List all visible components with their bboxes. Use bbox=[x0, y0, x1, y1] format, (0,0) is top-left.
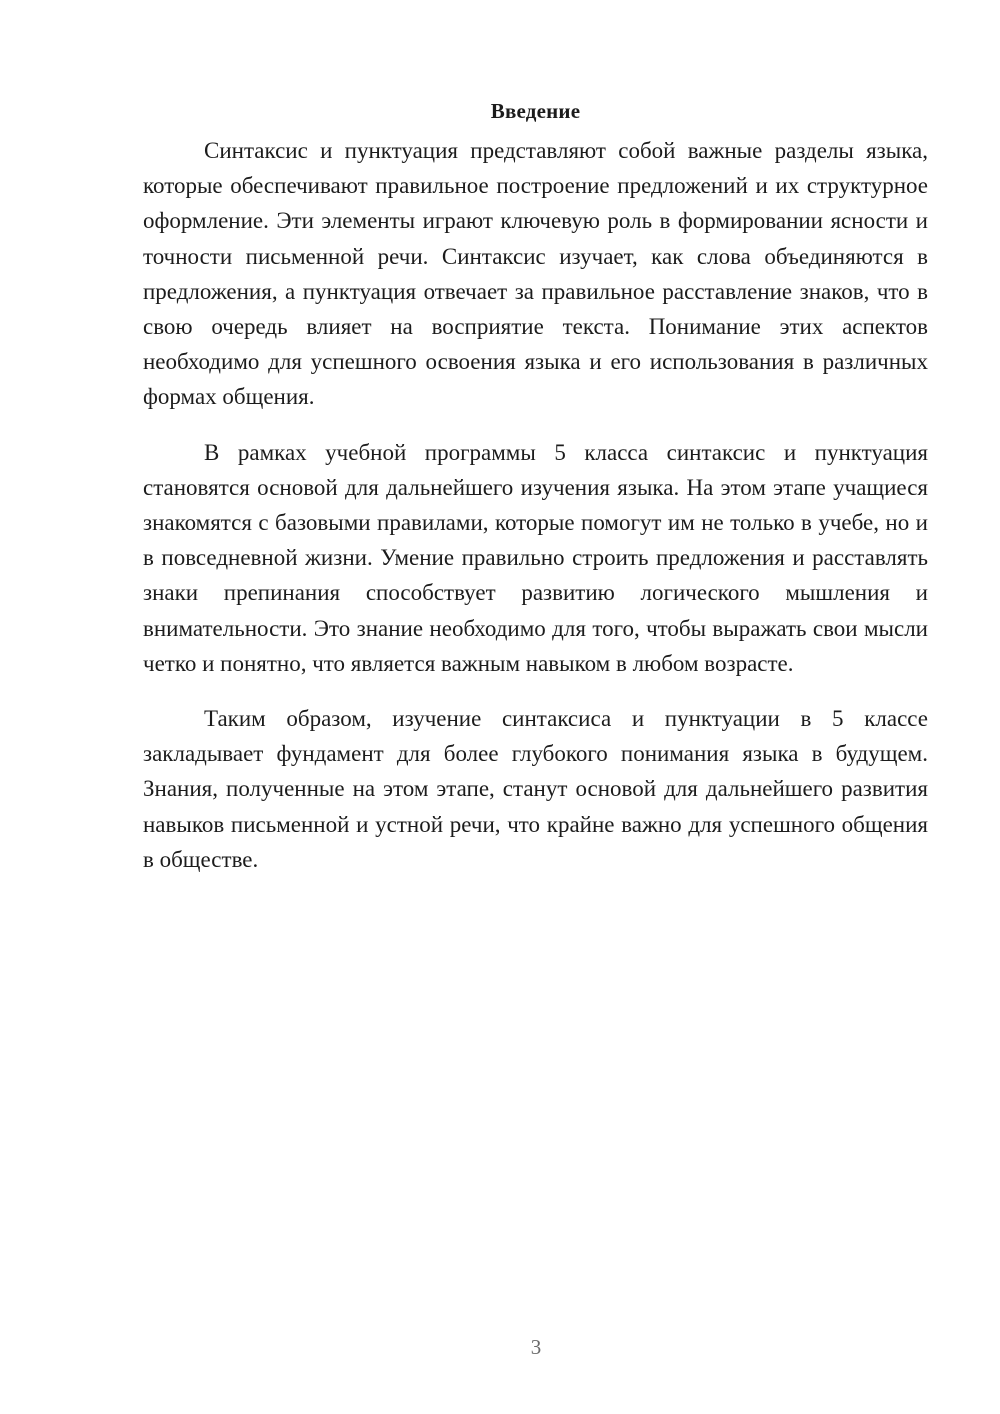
paragraph-3: Таким образом, изучение синтаксиса и пунктуации в 5 классе закладывает фундамент для более глубокого понимания языка в будущем. Знания, полученные на этом этапе, станут основой для дальнейшего развития навыков письменной и устной речи, что крайне важно для успешного общения в обществе. bbox=[143, 706, 928, 872]
section-title: Введение bbox=[490, 99, 581, 123]
paragraph-2: В рамках учебной программы 5 класса синтаксис и пунктуация становятся основой для дальнейшего изучения языка. На этом этапе учащиеся знакомятся с базовыми правилами, которые помогут им не только в учебе, но и в повседневной жизни. Умение правильно строить предложения и расставлять знаки препинания способствует развитию логического мышления и внимательности. Это знание необходимо для того, чтобы выражать свои мысли четко и понятно, что является важным навыком в любом возрасте. bbox=[143, 439, 928, 676]
page-number: 3 bbox=[530, 1335, 542, 1359]
page-content bbox=[143, 96, 928, 897]
paragraph-1: Синтаксис и пунктуация представляют собой важные разделы языка, которые обеспечивают правильное построение предложений и их структурное оформление. Эти элементы играют ключевую роль в формировании ясности и точности письменной речи. Синтаксис изучает, как слова объединяются в предложения, а пунктуация отвечает за правильное расставление знаков, что в свою очередь влияет на восприятие текста. Понимание этих аспектов необходимо для успешного освоения языка и его использования в различных формах общения. bbox=[143, 138, 928, 410]
